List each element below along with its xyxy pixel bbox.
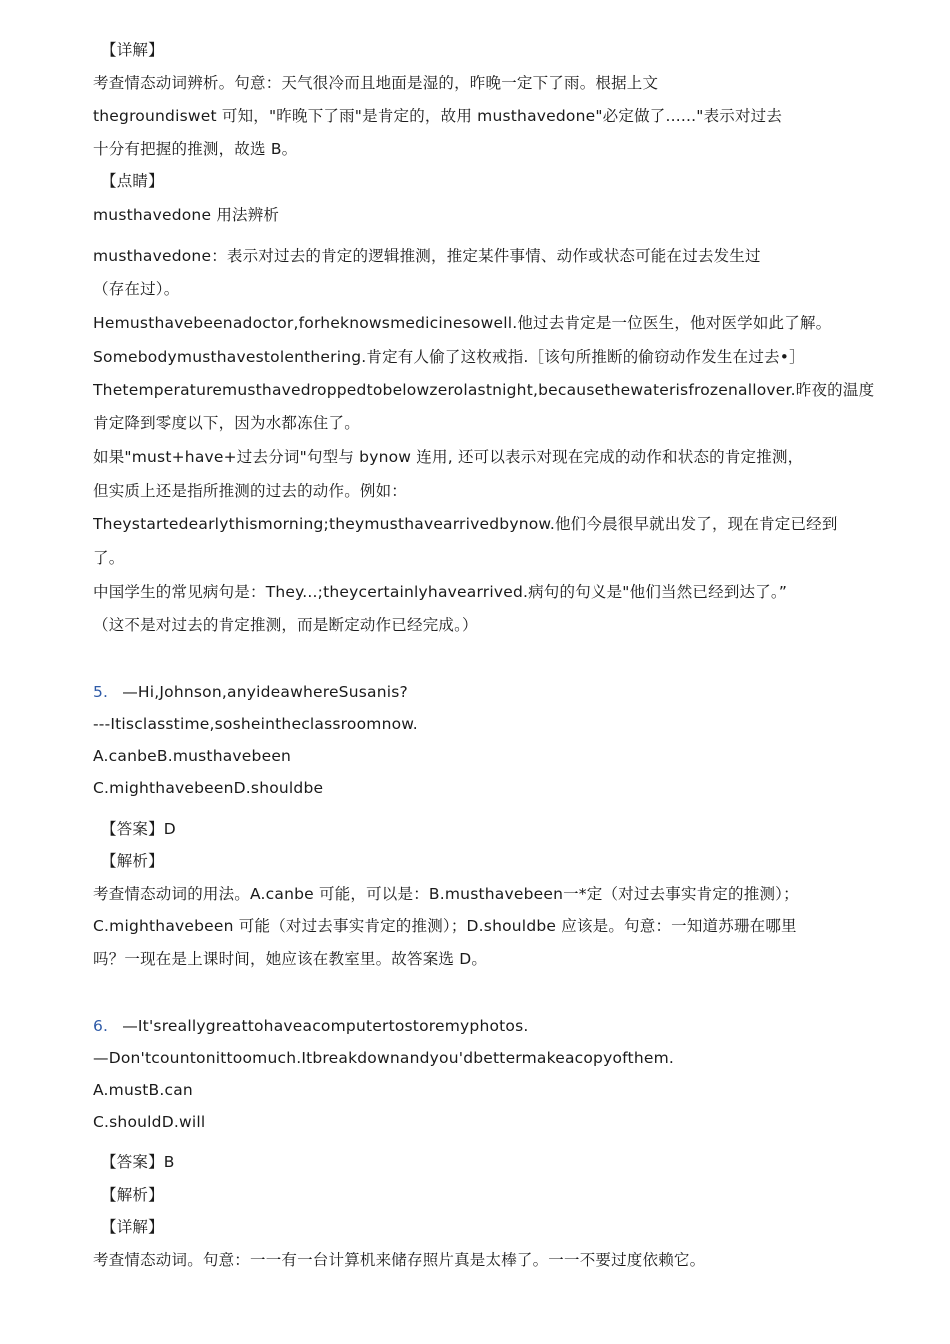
detail-line: 考查情态动词。句意：一一有一台计算机来储存照片真是太棒了。一一不要过度依赖它。 — [93, 1251, 706, 1269]
analysis-heading: 【解析】 — [101, 852, 164, 870]
detail-heading: 【详解】 — [101, 1218, 164, 1236]
paragraph-line: 如果"must+have+过去分词"句型与 bynow 连用, 还可以表示对现在完成的动作和状态的肯定推测， — [93, 448, 804, 466]
point-heading: 【点睛】 — [101, 172, 164, 190]
question-6 — [93, 1016, 883, 1036]
question-number: 5. — [93, 683, 109, 701]
options-ab: A.canbeB.musthavebeen — [93, 747, 292, 765]
question-text: —It'sreallygreattohaveacomputertostoremyphotos. — [122, 1017, 529, 1035]
analysis-line: 吗？一现在是上课时间，她应该在教室里。故答案选 D。 — [93, 950, 488, 968]
paragraph-line: 考查情态动词辨析。句意：天气很冷而且地面是湿的，昨晚一定下了雨。根据上文 — [93, 74, 659, 92]
analysis-heading: 【解析】 — [101, 1186, 164, 1204]
example-line: Thetemperaturemusthavedroppedtobelowzerolastnight,becausethewaterisfrozenallover.昨夜的温度 — [93, 381, 875, 399]
example-line: Theystartedearlythismorning;theymusthavearrivedbynow.他们今晨很早就出发了，现在肯定已经到 — [93, 515, 838, 533]
options-cd: C.shouldD.will — [93, 1113, 206, 1131]
example-line: 肯定降到零度以下，因为水都冻住了。 — [93, 414, 360, 432]
analysis-line: C.mighthavebeen 可能（对过去事实肯定的推测）；D.shouldbe 应该是。句意：一知道苏珊在哪里 — [93, 917, 797, 935]
paragraph-line: （这不是对过去的肯定推测，而是断定动作已经完成。） — [93, 616, 478, 634]
paragraph-line: 但实质上还是指所推测的过去的动作。例如： — [93, 482, 408, 500]
question-reply: —Don'tcountonittoomuch.Itbreakdownandyou'dbettermakeacopyofthem. — [93, 1049, 675, 1067]
options-cd: C.mighthavebeenD.shouldbe — [93, 779, 324, 797]
paragraph-line: thegroundiswet 可知，"昨晚下了雨"是肯定的，故用 musthavedone"必定做了......"表示对过去 — [93, 107, 783, 125]
paragraph-line: 中国学生的常见病句是：They...;theycertainlyhavearrived.病句的句义是"他们当然已经到达了。” — [93, 583, 788, 601]
question-reply: ---Itisclasstime,sosheintheclassroomnow. — [93, 715, 418, 733]
question-5 — [93, 682, 883, 702]
paragraph-line: 十分有把握的推测，故选 B。 — [93, 140, 298, 158]
example-line: Hemusthavebeenadoctor,forheknowsmedicinesowell.他过去肯定是一位医生，他对医学如此了解。 — [93, 314, 832, 332]
analysis-line: 考查情态动词的用法。A.canbe 可能，可以是：B.musthavebeen一*定（对过去事实肯定的推测）； — [93, 885, 799, 903]
answer-label: 【答案】D — [101, 820, 176, 838]
answer-label: 【答案】B — [101, 1153, 175, 1171]
example-line: Somebodymusthavestolenthering.肯定有人偷了这枚戒指.［该句所推断的偷窃动作发生在过去•］ — [93, 348, 805, 366]
question-text: —Hi,Johnson,anyideawhereSusanis? — [122, 683, 408, 701]
paragraph-line: （存在过）。 — [93, 280, 180, 298]
question-number: 6. — [93, 1017, 109, 1035]
point-title: musthavedone 用法辨析 — [93, 206, 280, 224]
options-ab: A.mustB.can — [93, 1081, 193, 1099]
detail-heading: 【详解】 — [101, 41, 164, 59]
example-line: 了。 — [93, 549, 125, 567]
paragraph-line: musthavedone：表示对过去的肯定的逻辑推测，推定某件事情、动作或状态可能在过去发生过 — [93, 247, 761, 265]
